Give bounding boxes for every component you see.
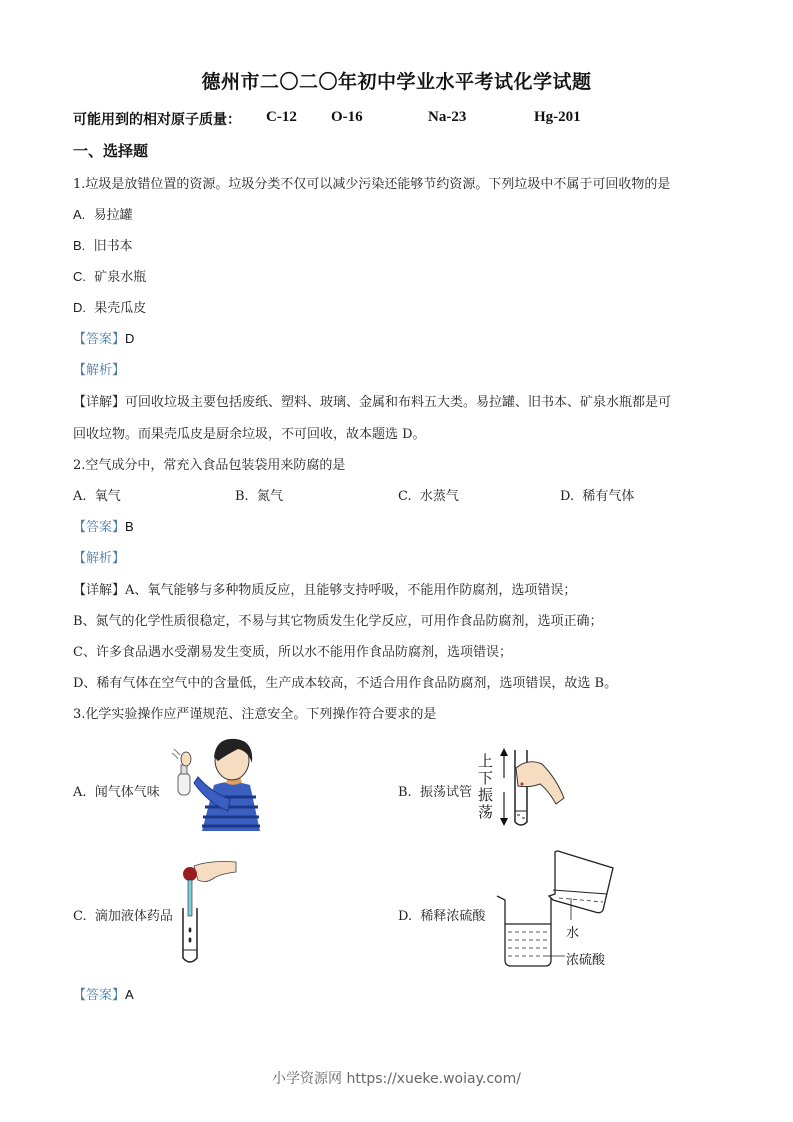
q2-answer xyxy=(73,516,134,535)
mass-c: C-12 xyxy=(266,109,297,125)
analysis-label: 【解析】 xyxy=(73,551,126,566)
mass-na: Na-23 xyxy=(428,109,467,125)
detail-label: 【详解】 xyxy=(73,395,126,410)
q3-option-d xyxy=(398,905,485,924)
option-letter: B. xyxy=(235,489,249,504)
answer-label: 【答案】 xyxy=(73,988,126,1003)
page-title: 德州市二〇二〇年初中学业水平考试化学试题 xyxy=(201,71,592,93)
option-letter: C. xyxy=(73,909,87,924)
q2-option-b xyxy=(235,485,283,504)
option-letter: B. xyxy=(398,785,412,800)
option-letter: A. xyxy=(73,489,87,504)
option-text: 矿泉水瓶 xyxy=(94,270,147,285)
answer-value: A xyxy=(125,987,134,1002)
label-char: 上 xyxy=(478,752,494,770)
q1-option-a xyxy=(73,204,133,223)
atomic-masses-label: 可能用到的相对原子质量： xyxy=(73,112,241,128)
q3-option-b xyxy=(398,781,472,800)
detail-label: 【详解】 xyxy=(73,583,126,598)
q3-option-a xyxy=(73,781,160,800)
q1-option-b xyxy=(73,235,133,254)
option-text: 滴加液体药品 xyxy=(94,909,173,924)
acid-label: 浓硫酸 xyxy=(566,953,606,968)
dropper-into-test-tube-illustration xyxy=(180,858,240,970)
option-text: 振荡试管 xyxy=(419,785,472,800)
mass-o: O-16 xyxy=(331,109,363,125)
option-text: 果壳瓜皮 xyxy=(94,301,147,316)
q2-detail-line-4: D、稀有气体在空气中的含量低，生产成本较高，不适合用作食品防腐剂，选项错误，故选 B。 xyxy=(73,676,618,691)
question-2-stem: 2.空气成分中，常充入食品包装袋用来防腐的是 xyxy=(73,458,346,473)
q1-answer xyxy=(73,328,134,347)
option-text: 稀释浓硫酸 xyxy=(420,909,486,924)
option-letter: B. xyxy=(73,238,86,253)
mass-hg: Hg-201 xyxy=(534,109,581,125)
diluting-sulfuric-acid-illustration xyxy=(495,850,625,970)
option-text: 氧气 xyxy=(94,489,121,504)
question-1-stem: 1.垃圾是放错位置的资源。垃圾分类不仅可以减少污染还能够节约资源。下列垃圾中不属于可回收物的是 xyxy=(73,177,671,192)
arrow-down-icon xyxy=(500,818,508,826)
q1-option-c xyxy=(73,266,146,285)
q3-answer xyxy=(73,984,134,1003)
option-letter: C. xyxy=(73,269,86,284)
option-text: 稀有气体 xyxy=(582,489,635,504)
q1-detail-line-2: 回收垃物。而果壳瓜皮是厨余垃圾，不可回收，故本题选 D。 xyxy=(73,427,426,442)
section-heading: 一、选择题 xyxy=(73,142,149,160)
arrow-up-icon xyxy=(500,748,508,756)
analysis-label: 【解析】 xyxy=(73,363,126,378)
q3-option-c xyxy=(73,905,173,924)
label-char: 振 xyxy=(478,786,494,804)
answer-value: B xyxy=(125,519,134,534)
atomic-masses-line xyxy=(73,109,673,129)
option-text: 闻气体气味 xyxy=(94,785,160,800)
answer-label: 【答案】 xyxy=(73,332,126,347)
q1-analysis xyxy=(73,359,125,378)
option-text: 水蒸气 xyxy=(419,489,459,504)
label-char: 荡 xyxy=(478,803,494,821)
detail-text: A、氧气能够与多种物质反应，且能够支持呼吸，不能用作防腐剂，选项错误； xyxy=(125,583,577,598)
q2-option-d xyxy=(560,485,634,504)
footer-watermark: 小学资源网 https://xueke.woiay.com/ xyxy=(272,1071,521,1087)
option-letter: D. xyxy=(73,300,86,315)
option-letter: D. xyxy=(398,909,413,924)
detail-text: 可回收垃圾主要包括废纸、塑料、玻璃、金属和布料五大类。易拉罐、旧书本、矿泉水瓶都是可 xyxy=(125,395,672,410)
q2-detail-line-1 xyxy=(73,579,576,598)
option-letter: D. xyxy=(560,489,575,504)
option-letter: A. xyxy=(73,785,87,800)
option-text: 旧书本 xyxy=(93,239,133,254)
q2-option-c xyxy=(398,485,459,504)
q2-analysis xyxy=(73,547,125,566)
q2-detail-line-2: B、氮气的化学性质很稳定，不易与其它物质发生化学反应，可用作食品防腐剂，选项正确； xyxy=(73,614,603,629)
answer-value: D xyxy=(125,331,135,346)
answer-label: 【答案】 xyxy=(73,520,126,535)
option-letter: C. xyxy=(398,489,412,504)
option-letter: A. xyxy=(73,207,86,222)
q1-option-d xyxy=(73,297,146,316)
shake-direction-label xyxy=(478,753,494,821)
shaking-test-tube-illustration xyxy=(498,748,570,830)
q1-detail-line-1 xyxy=(73,391,671,410)
label-char: 下 xyxy=(478,769,494,787)
question-3-stem: 3.化学实验操作应严谨规范、注意安全。下列操作符合要求的是 xyxy=(73,707,437,722)
water-label: 水 xyxy=(566,926,580,941)
smelling-gas-illustration xyxy=(172,735,264,831)
option-text: 氮气 xyxy=(256,489,283,504)
q2-option-a xyxy=(73,485,121,504)
q2-detail-line-3: C、许多食品遇水受潮易发生变质，所以水不能用作食品防腐剂，选项错误； xyxy=(73,645,512,660)
option-text: 易拉罐 xyxy=(93,208,133,223)
